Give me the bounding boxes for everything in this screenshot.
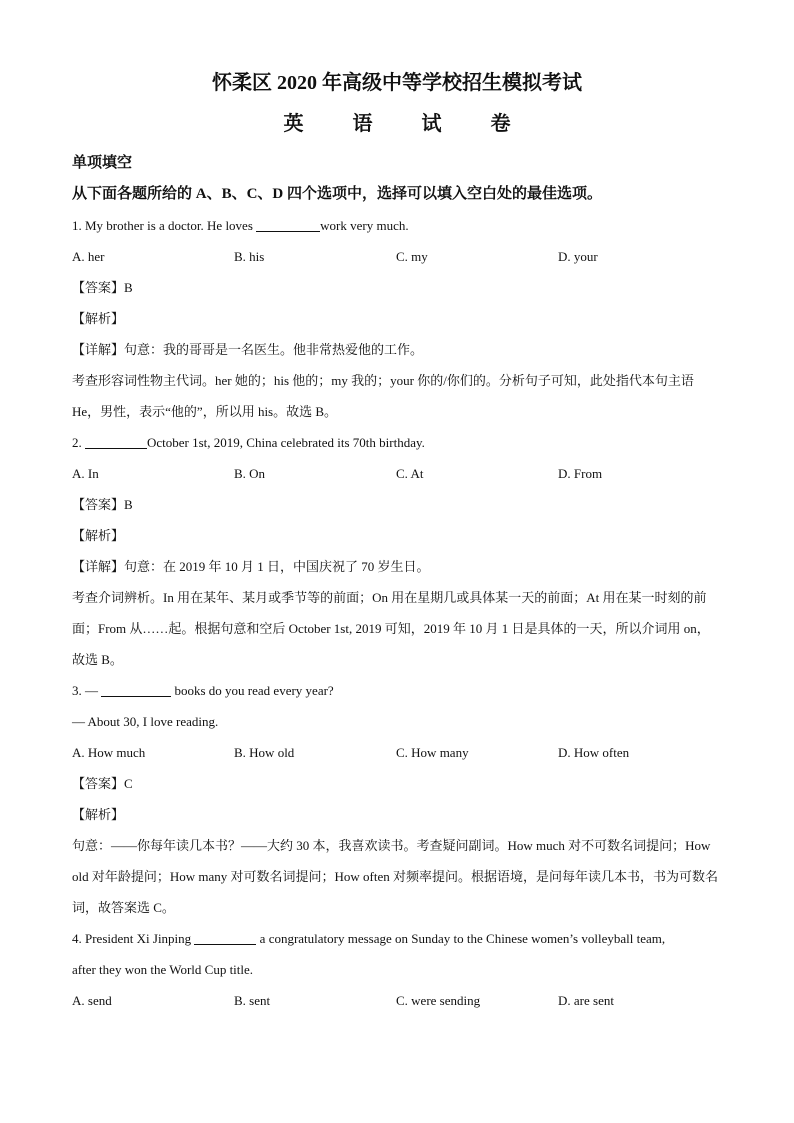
option-c: C. were sending bbox=[396, 993, 481, 1008]
answer-line bbox=[72, 768, 722, 799]
option-c: C. At bbox=[396, 466, 424, 481]
option-a: A. her bbox=[72, 249, 105, 264]
option-a: A. send bbox=[72, 993, 112, 1008]
question-text: a congratulatory message on Sunday to the Chinese women’s volleyball team, bbox=[256, 931, 666, 946]
question-text: 3. — bbox=[72, 683, 102, 698]
option-c: C. How many bbox=[396, 745, 469, 760]
detail-line bbox=[72, 551, 722, 582]
question-3-options bbox=[72, 737, 722, 768]
option-b: B. his bbox=[234, 249, 265, 264]
option-d: D. are sent bbox=[558, 993, 614, 1008]
answer-value: C bbox=[124, 776, 133, 791]
answer-line bbox=[72, 272, 722, 303]
section-instruction: 从下面各题所给的 A、B、C、D 四个选项中，选择可以填入空白处的最佳选项。 bbox=[72, 186, 603, 202]
option-d: D. How often bbox=[558, 745, 630, 760]
question-4 bbox=[72, 923, 722, 954]
answer-label: 【答案】 bbox=[72, 280, 125, 295]
option-a: A. In bbox=[72, 466, 99, 481]
question-2 bbox=[72, 427, 722, 458]
explanation-text: 句意：——你每年读几本书？——大约 30 本，我喜欢读书。考查疑问副词。How much 对不可数名词提问；How old 对年龄提问；How many 对可数名词提问；How often 对频率提问。根据语境，是问每年读几本书，书为可数名词，故答案选 C。 bbox=[72, 838, 719, 915]
question-text: 2. bbox=[72, 435, 85, 450]
analysis-label: 【解析】 bbox=[72, 528, 125, 543]
detail-text: 句意：我的哥哥是一名医生。他非常热爱他的工作。 bbox=[124, 342, 424, 357]
question-4-options bbox=[72, 985, 722, 1016]
section-heading: 单项填空 bbox=[72, 155, 133, 171]
answer-value: B bbox=[124, 280, 133, 295]
answer-blank bbox=[256, 217, 320, 232]
option-d: D. From bbox=[558, 466, 603, 481]
page-subtitle: 英 语 试 卷 bbox=[283, 113, 511, 135]
detail-line bbox=[72, 334, 722, 365]
option-b: B. sent bbox=[234, 993, 271, 1008]
question-4-continuation: after they won the World Cup title. bbox=[72, 962, 254, 977]
question-3 bbox=[72, 675, 722, 706]
question-text: 4. President Xi Jinping bbox=[72, 931, 195, 946]
question-1 bbox=[72, 210, 722, 241]
option-b: B. On bbox=[234, 466, 266, 481]
answer-blank bbox=[85, 434, 147, 449]
question-text: October 1st, 2019, China celebrated its 70th birthday. bbox=[147, 435, 425, 450]
answer-blank bbox=[194, 930, 256, 945]
question-3-reply: — About 30, I love reading. bbox=[72, 714, 219, 729]
answer-label: 【答案】 bbox=[72, 776, 125, 791]
option-c: C. my bbox=[396, 249, 428, 264]
question-1-options bbox=[72, 241, 722, 272]
option-b: B. How old bbox=[234, 745, 295, 760]
question-text: books do you read every year? bbox=[171, 683, 334, 698]
question-2-options bbox=[72, 458, 722, 489]
detail-label: 【详解】 bbox=[72, 342, 125, 357]
answer-value: B bbox=[124, 497, 133, 512]
question-text: 1. My brother is a doctor. He loves bbox=[72, 218, 257, 233]
analysis-label: 【解析】 bbox=[72, 807, 125, 822]
answer-label: 【答案】 bbox=[72, 497, 125, 512]
detail-text: 句意：在 2019 年 10 月 1 日，中国庆祝了 70 岁生日。 bbox=[124, 559, 430, 574]
answer-blank bbox=[101, 682, 171, 697]
option-d: D. your bbox=[558, 249, 598, 264]
explanation-text: 考查形容词性物主代词。her 她的；his 他的；my 我的；your 你的/你们的。分析句子可知，此处指代本句主语 He，男性，表示“他的”，所以用 his。故选 B。 bbox=[72, 373, 694, 419]
answer-line bbox=[72, 489, 722, 520]
detail-label: 【详解】 bbox=[72, 559, 125, 574]
exam-page bbox=[72, 66, 722, 1016]
analysis-label: 【解析】 bbox=[72, 311, 125, 326]
question-text: work very much. bbox=[320, 218, 409, 233]
page-title: 怀柔区 2020 年高级中等学校招生模拟考试 bbox=[212, 72, 582, 94]
explanation-text: 考查介词辨析。In 用在某年、某月或季节等的前面；On 用在星期几或具体某一天的前面；At 用在某一时刻的前面；From 从……起。根据句意和空后 October 1st, 2019 可知，2019 年 10 月 1 日是具体的一天，所以介词用 on，故选 B。 bbox=[72, 590, 710, 667]
option-a: A. How much bbox=[72, 745, 146, 760]
